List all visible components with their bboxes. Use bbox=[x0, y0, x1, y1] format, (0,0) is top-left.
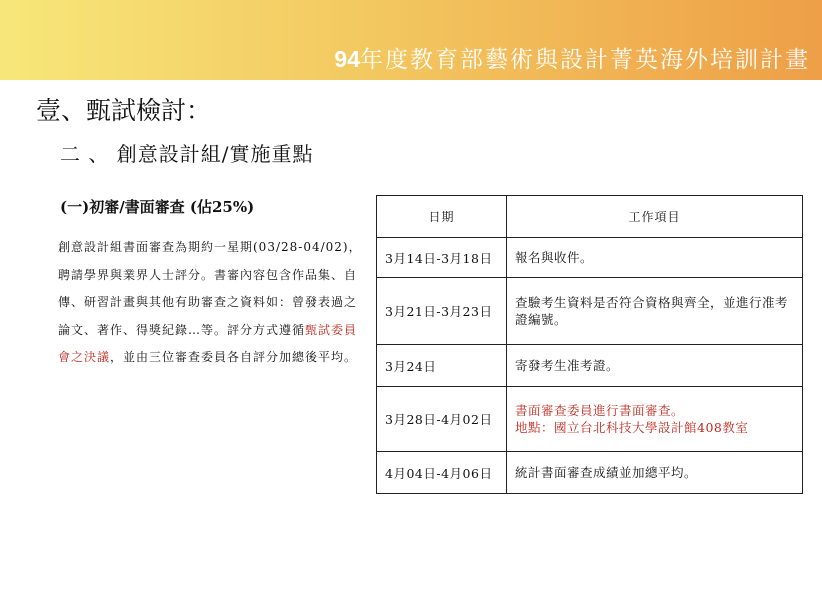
table-row bbox=[377, 452, 803, 494]
row-task bbox=[507, 238, 803, 278]
table-row bbox=[377, 345, 803, 387]
table-row bbox=[377, 387, 803, 452]
table-row bbox=[377, 238, 803, 278]
row-task-location: 地點：國立台北科技大學設計館408教室 bbox=[515, 420, 749, 435]
row-date: 4月04日-4月06日 bbox=[377, 452, 507, 494]
banner-title-text: 年度教育部藝術與設計菁英海外培訓計畫 bbox=[360, 47, 810, 73]
row-task bbox=[507, 387, 803, 452]
section-title: (一)初審/書面審查 (佔25%) bbox=[60, 198, 255, 216]
paragraph-part1: 創意設計組書面審查為期約一星期(03/28-04/02)，聘請學界與業界人士評分。書審內容包含作品集、自傳、研習計畫與其他有助審查之資料如：曾發表過之論文、著作、得獎紀錄…等。評分方式遵循 bbox=[58, 240, 362, 337]
header-banner bbox=[0, 0, 822, 80]
banner-title bbox=[334, 41, 810, 74]
row-date: 3月14日-3月18日 bbox=[377, 238, 507, 278]
row-task-text: 書面審查委員進行書面審查。 bbox=[515, 403, 685, 418]
description-paragraph bbox=[58, 234, 366, 372]
row-date: 3月21日-3月23日 bbox=[377, 278, 507, 345]
table-header-row bbox=[377, 196, 803, 238]
schedule-table bbox=[376, 195, 803, 494]
paragraph-part2: ，並由三位審查委員各自評分加總後平均。 bbox=[110, 350, 358, 364]
table-row bbox=[377, 278, 803, 345]
heading-level1: 壹、甄試檢討： bbox=[36, 96, 212, 125]
row-task-text: 統計書面審查成績並加總平均。 bbox=[515, 465, 698, 480]
row-task bbox=[507, 345, 803, 387]
row-date: 3月24日 bbox=[377, 345, 507, 387]
banner-title-year: 94 bbox=[334, 46, 360, 72]
row-task bbox=[507, 278, 803, 345]
header-task: 工作項目 bbox=[507, 196, 803, 238]
row-task-text: 寄發考生准考證。 bbox=[515, 358, 620, 373]
row-task-text: 查驗考生資料是否符合資格與齊全，並進行准考證編號。 bbox=[515, 295, 789, 327]
row-date: 3月28日-4月02日 bbox=[377, 387, 507, 452]
row-task bbox=[507, 452, 803, 494]
paragraph-highlight: 甄試委員會之決議 bbox=[58, 322, 358, 364]
row-task-text: 報名與收件。 bbox=[515, 250, 594, 265]
header-date: 日期 bbox=[377, 196, 507, 238]
heading-level2: 二 、 創意設計組/實施重點 bbox=[60, 142, 314, 166]
